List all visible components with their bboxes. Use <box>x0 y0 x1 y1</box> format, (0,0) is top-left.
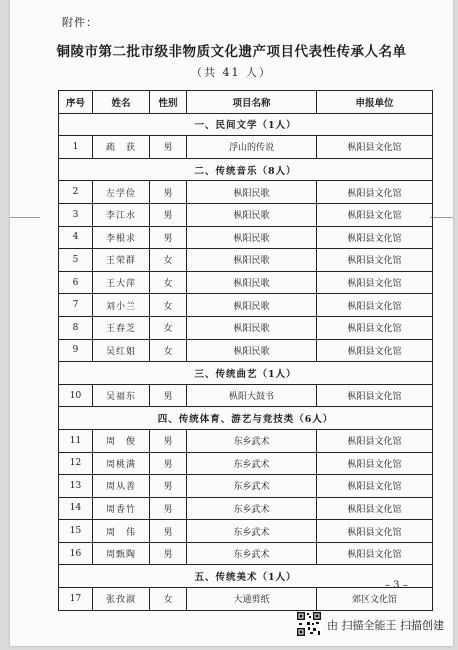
total-count: （共 41 人） <box>191 66 272 79</box>
reporting-unit-cell: 枞阳县文化馆 <box>317 226 433 249</box>
reporting-unit-cell: 枞阳县文化馆 <box>317 497 433 520</box>
project-name-cell: 枞阳民歌 <box>187 339 317 362</box>
project-name-cell: 大通剪纸 <box>187 588 317 611</box>
reporting-unit-cell: 枞阳县文化馆 <box>317 384 433 407</box>
project-name-cell: 东乡武术 <box>187 542 317 565</box>
row-number-cell: 5 <box>59 249 93 272</box>
row-number-cell: 7 <box>59 294 93 317</box>
table-body <box>59 113 433 610</box>
table-row <box>59 226 433 249</box>
table-row <box>59 249 433 272</box>
table-row <box>59 520 433 543</box>
project-name-cell: 枞阳民歌 <box>187 226 317 249</box>
gender-cell: 男 <box>150 475 187 498</box>
section-title: 四、传统体育、游艺与竞技类（6人） <box>59 407 433 430</box>
gender-cell: 男 <box>150 203 187 226</box>
row-number-cell: 9 <box>59 339 93 362</box>
name-cell: 周桃满 <box>93 452 150 475</box>
table-row <box>59 181 433 204</box>
gender-cell: 女 <box>150 294 187 317</box>
section-header-row <box>59 158 433 181</box>
column-header-no: 序号 <box>59 91 93 114</box>
project-name-cell: 东乡武术 <box>187 520 317 543</box>
row-number-cell: 16 <box>59 542 93 565</box>
row-number-cell: 3 <box>59 203 93 226</box>
gender-cell: 男 <box>150 520 187 543</box>
name-cell: 李根求 <box>93 226 150 249</box>
reporting-unit-cell: 枞阳县文化馆 <box>317 271 433 294</box>
row-number-cell: 14 <box>59 497 93 520</box>
reporting-unit-cell: 枞阳县文化馆 <box>317 249 433 272</box>
section-title: 二、传统音乐（8人） <box>59 158 433 181</box>
name-cell: 周 伟 <box>93 520 150 543</box>
reporting-unit-cell: 枞阳县文化馆 <box>317 452 433 475</box>
gender-cell: 男 <box>150 136 187 159</box>
name-cell: 周从善 <box>93 475 150 498</box>
document-page <box>10 0 453 646</box>
table-row <box>59 294 433 317</box>
name-cell: 王荣群 <box>93 249 150 272</box>
reporting-unit-cell: 枞阳县文化馆 <box>317 181 433 204</box>
table-row <box>59 497 433 520</box>
table-row <box>59 542 433 565</box>
gender-cell: 女 <box>150 588 187 611</box>
project-name-cell: 东乡武术 <box>187 497 317 520</box>
scanner-watermark: 由 扫描全能王 扫描创建 <box>327 619 444 632</box>
reporting-unit-cell: 郊区文化馆 <box>317 588 433 611</box>
name-cell: 疏 获 <box>93 136 150 159</box>
scan-artifact-line <box>10 217 40 218</box>
reporting-unit-cell: 枞阳县文化馆 <box>317 542 433 565</box>
table-row <box>59 475 433 498</box>
table-row <box>59 203 433 226</box>
reporting-unit-cell: 枞阳县文化馆 <box>317 520 433 543</box>
row-number-cell: 11 <box>59 429 93 452</box>
gender-cell: 男 <box>150 497 187 520</box>
row-number-cell: 4 <box>59 226 93 249</box>
reporting-unit-cell: 枞阳县文化馆 <box>317 316 433 339</box>
gender-cell: 男 <box>150 181 187 204</box>
table-row <box>59 316 433 339</box>
table-row <box>59 384 433 407</box>
page-number: – 3 – <box>385 580 408 591</box>
gender-cell: 女 <box>150 271 187 294</box>
row-number-cell: 17 <box>59 588 93 611</box>
table-row <box>59 339 433 362</box>
project-name-cell: 枞阳民歌 <box>187 203 317 226</box>
reporting-unit-cell: 枞阳县文化馆 <box>317 475 433 498</box>
table-row <box>59 271 433 294</box>
row-number-cell: 6 <box>59 271 93 294</box>
project-name-cell: 枞阳民歌 <box>187 271 317 294</box>
name-cell: 王春芝 <box>93 316 150 339</box>
project-name-cell: 枞阳民歌 <box>187 249 317 272</box>
reporting-unit-cell: 枞阳县文化馆 <box>317 136 433 159</box>
section-header-row <box>59 362 433 385</box>
project-name-cell: 东乡武术 <box>187 452 317 475</box>
project-name-cell: 枞阳民歌 <box>187 181 317 204</box>
project-name-cell: 东乡武术 <box>187 475 317 498</box>
scan-artifact-line <box>430 217 453 218</box>
page-title: 铜陵市第二批市级非物质文化遗产项目代表性传承人名单 <box>56 44 407 60</box>
row-number-cell: 13 <box>59 475 93 498</box>
reporting-unit-cell: 枞阳县文化馆 <box>317 339 433 362</box>
gender-cell: 女 <box>150 316 187 339</box>
gender-cell: 女 <box>150 339 187 362</box>
gender-cell: 男 <box>150 429 187 452</box>
column-header-name: 姓名 <box>93 91 150 114</box>
column-header-unit: 申报单位 <box>317 91 433 114</box>
table-row <box>59 588 433 611</box>
name-cell: 张孜淑 <box>93 588 150 611</box>
row-number-cell: 8 <box>59 316 93 339</box>
project-name-cell: 浮山的传说 <box>187 136 317 159</box>
name-cell: 吴红姐 <box>93 339 150 362</box>
row-number-cell: 1 <box>59 136 93 159</box>
gender-cell: 男 <box>150 226 187 249</box>
gender-cell: 男 <box>150 384 187 407</box>
name-cell: 周 俊 <box>93 429 150 452</box>
gender-cell: 女 <box>150 249 187 272</box>
attachment-label: 附件： <box>62 16 98 29</box>
name-cell: 左学俭 <box>93 181 150 204</box>
name-cell: 周香竹 <box>93 497 150 520</box>
column-header-project: 项目名称 <box>187 91 317 114</box>
row-number-cell: 12 <box>59 452 93 475</box>
project-name-cell: 枞阳民歌 <box>187 316 317 339</box>
row-number-cell: 2 <box>59 181 93 204</box>
table-row <box>59 452 433 475</box>
section-header-row <box>59 565 433 588</box>
section-title: 三、传统曲艺（1人） <box>59 362 433 385</box>
project-name-cell: 东乡武术 <box>187 429 317 452</box>
row-number-cell: 10 <box>59 384 93 407</box>
section-header-row <box>59 113 433 136</box>
row-number-cell: 15 <box>59 520 93 543</box>
reporting-unit-cell: 枞阳县文化馆 <box>317 203 433 226</box>
table-header-row <box>59 91 433 114</box>
heritage-inheritor-table <box>58 90 433 611</box>
project-name-cell: 枞阳民歌 <box>187 294 317 317</box>
name-cell: 刘小兰 <box>93 294 150 317</box>
name-cell: 周甄陶 <box>93 542 150 565</box>
section-title: 一、民间文学（1人） <box>59 113 433 136</box>
project-name-cell: 枞阳大鼓书 <box>187 384 317 407</box>
name-cell: 王大萍 <box>93 271 150 294</box>
table-row <box>59 429 433 452</box>
gender-cell: 男 <box>150 452 187 475</box>
column-header-gender: 性别 <box>150 91 187 114</box>
section-title: 五、传统美术（1人） <box>59 565 433 588</box>
reporting-unit-cell: 枞阳县文化馆 <box>317 294 433 317</box>
qr-code-icon <box>296 611 322 637</box>
name-cell: 李江水 <box>93 203 150 226</box>
name-cell: 吴福东 <box>93 384 150 407</box>
table-row <box>59 136 433 159</box>
section-header-row <box>59 407 433 430</box>
reporting-unit-cell: 枞阳县文化馆 <box>317 429 433 452</box>
gender-cell: 男 <box>150 542 187 565</box>
